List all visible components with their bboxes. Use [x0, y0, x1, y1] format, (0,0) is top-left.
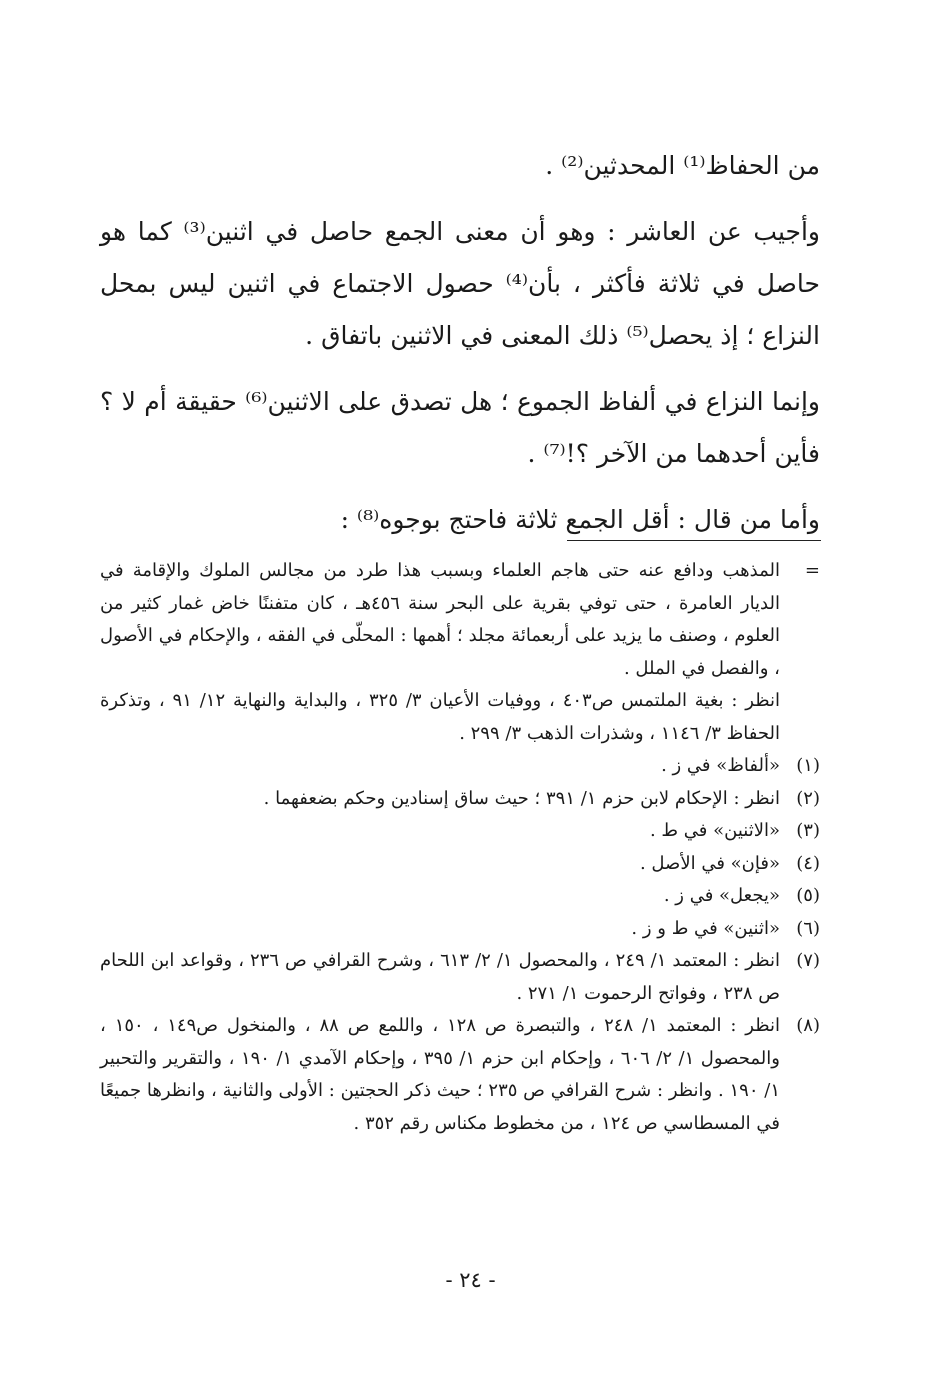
paragraph-3: وإنما النزاع في ألفاظ الجموع ؛ هل تصدق على الاثنين⁽⁶⁾ حقيقة أم لا ؟ فأين أحدهما من الآخر ؟!⁽⁷⁾ .: [100, 387, 820, 468]
footnote-number: (٣): [796, 820, 820, 841]
main-text: [100, 140, 820, 546]
footnote-number: (٤): [796, 852, 820, 874]
footnote-divider: [567, 540, 821, 541]
footnote-continued-text: المذهب ودافع عنه حتى هاجم العلماء وبسبب هذا طرد من مجالس الملوك والإقامة في الديار العامرة ، حتى توفي بقرية على البحر سنة ٤٥٦هـ ، كان متفننًا خاض غمار كثير من العلوم ، وصنف ما يزيد على أربعمائة مجلد ؛ أهمها : المحلّى في الفقه ، والإحكام في الأصول ، والفصل في الملل .: [100, 560, 780, 679]
footnote-item: [100, 945, 820, 1010]
footnote-item: [100, 783, 820, 816]
page-number: - ٢٤ -: [445, 1268, 496, 1292]
footnote-sources: [100, 685, 820, 750]
footnote-item: [100, 913, 820, 946]
paragraph-2: وأجيب عن العاشر : وهو أن معنى الجمع حاصل في اثنين⁽³⁾ كما هو حاصل في ثلاثة فأكثر ، بأن⁽⁴⁾ حصول الاجتماع في اثنين ليس بمحل النزاع ؛ إذ يحصل⁽⁵⁾ ذلك المعنى في الاثنين باتفاق .: [100, 217, 820, 350]
footnote-item: [100, 750, 820, 783]
continuation-mark: =: [804, 560, 820, 581]
footnote-continued: [100, 555, 820, 685]
footnote-item: [100, 815, 820, 848]
footnote-number: (٥): [796, 885, 820, 906]
footnote-number: (٨): [796, 1015, 820, 1036]
footnote-text: «ألفاظ» في ز .: [661, 755, 780, 776]
footnote-text: «فإن» في الأصل .: [639, 852, 780, 874]
footnote-item: [100, 880, 820, 913]
footnote-number: (٦): [796, 917, 820, 939]
footnote-text: انظر : المعتمد ١/ ٢٤٨ ، والتبصرة ص ١٢٨ ، واللمع ص ٨٨ ، والمنخول ص١٤٩ ، ١٥٠ ، والمحصول ١/ ٢/ ٦٠٦ ، وإحكام ابن حزم ١/ ٣٩٥ ، وإحكام الآمدي ١/ ١٩٠ ، والتقرير والتحبير ١/ ١٩٠ . وانظر : شرح القرافي ص ٢٣٥ ؛ حيث ذكر الحجتين : الأولى والثانية ، وانظرها جميعًا في المسطاسي ص ١٢٤ ، من مخطوط مكناس رقم ٣٥٢ .: [100, 1015, 780, 1134]
footnote-item: [100, 848, 820, 881]
footnote-text: انظر : المعتمد ١/ ٢٤٩ ، والمحصول ١/ ٢/ ٦١٣ ، وشرح القرافي ص ٢٣٦ ، وقواعد ابن اللحام ص ٢٣٨ ، وفواتح الرحموت ١/ ٢٧١ .: [100, 950, 781, 1004]
footnote-text: «يجعل» في ز .: [663, 885, 780, 906]
footnote-text: انظر : الإحكام لابن حزم ١/ ٣٩١ ؛ حيث ساق إسنادين وحكم بضعفهما .: [263, 787, 780, 809]
footnote-number: (٧): [796, 950, 820, 971]
footnote-number: (٢): [796, 787, 820, 809]
footnote-text: «الاثنين» في ط .: [649, 820, 780, 841]
footnote-text: «اثنين» في ط و ز .: [631, 917, 780, 939]
footnotes: [100, 555, 820, 1140]
footnote-sources-text: انظر : بغية الملتمس ص٤٠٣ ، ووفيات الأعيان ٣/ ٣٢٥ ، والبداية والنهاية ١٢/ ٩١ ، وتذكرة الحفاظ ٣/ ١١٤٦ ، وشذرات الذهب ٣/ ٢٩٩ .: [100, 690, 780, 744]
paragraph-4: وأما من قال : أقل الجمع ثلاثة فاحتج بوجوه⁽⁸⁾ :: [340, 505, 820, 534]
footnote-number: (١): [796, 755, 820, 776]
paragraph-1: من الحفاظ⁽¹⁾ المحدثين⁽²⁾ .: [545, 151, 820, 180]
footnote-item: [100, 1010, 820, 1140]
